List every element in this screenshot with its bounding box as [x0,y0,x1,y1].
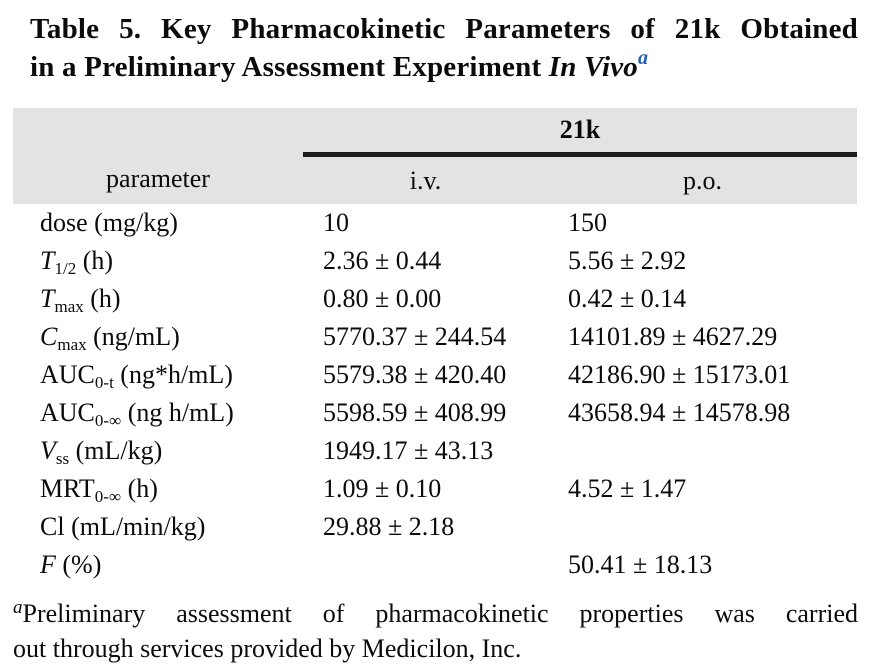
po-value [548,432,857,470]
po-value: 14101.89 ± 4627.29 [548,318,857,356]
title-line2-regular: in a Preliminary Assessment Experiment [30,51,549,83]
po-value: 150 [548,204,857,242]
parameter-label: Vss (mL/kg) [13,432,303,470]
iv-value: 5770.37 ± 244.54 [303,318,548,356]
table-title [30,0,858,86]
table-row [13,204,857,242]
table-row [13,394,857,432]
parameter-label: Tmax (h) [13,280,303,318]
parameter-label: Cmax (ng/mL) [13,318,303,356]
table-body [13,204,857,584]
iv-value: 10 [303,204,548,242]
po-value: 50.41 ± 18.13 [548,546,857,584]
group-header-row [13,108,857,155]
po-value: 42186.90 ± 15173.01 [548,356,857,394]
col-header-parameter: parameter [13,155,303,205]
group-header-21k: 21k [303,108,857,155]
po-value [548,508,857,546]
table-row [13,280,857,318]
table-row [13,242,857,280]
po-value: 5.56 ± 2.92 [548,242,857,280]
po-value: 4.52 ± 1.47 [548,470,857,508]
footnote-line1-text: Preliminary assessment of pharmacokinetic properties was carried [22,599,858,628]
po-value: 43658.94 ± 14578.98 [548,394,857,432]
footnote [13,596,858,666]
title-superscript-a: a [638,47,649,69]
footnote-line2: out through services provided by Medicilon, Inc. [13,634,522,663]
corner-cell [13,108,303,155]
iv-value: 2.36 ± 0.44 [303,242,548,280]
parameter-label: AUC0-t (ng*h/mL) [13,356,303,394]
parameter-label: AUC0-∞ (ng h/mL) [13,394,303,432]
table-row [13,470,857,508]
table-row [13,546,857,584]
table-row [13,508,857,546]
footnote-marker-a: a [13,597,23,618]
iv-value: 0.80 ± 0.00 [303,280,548,318]
col-header-iv: i.v. [303,155,548,205]
table-row [13,318,857,356]
parameter-label: dose (mg/kg) [13,204,303,242]
footnote-line1 [13,596,858,631]
column-header-row [13,155,857,205]
pharmacokinetic-table [13,108,857,584]
iv-value [303,546,548,584]
table-row [13,432,857,470]
iv-value: 5579.38 ± 420.40 [303,356,548,394]
parameter-label: MRT0-∞ (h) [13,470,303,508]
parameter-label: T1/2 (h) [13,242,303,280]
parameter-label: F (%) [13,546,303,584]
iv-value: 29.88 ± 2.18 [303,508,548,546]
iv-value: 1949.17 ± 43.13 [303,432,548,470]
po-value: 0.42 ± 0.14 [548,280,857,318]
parameter-label: Cl (mL/min/kg) [13,508,303,546]
title-line1: Table 5. Key Pharmacokinetic Parameters of 21k Obtained [30,13,858,45]
title-line2 [30,48,858,86]
title-line2-italic: In Vivo [548,51,639,83]
iv-value: 5598.59 ± 408.99 [303,394,548,432]
table-row [13,356,857,394]
iv-value: 1.09 ± 0.10 [303,470,548,508]
col-header-po: p.o. [548,155,857,205]
